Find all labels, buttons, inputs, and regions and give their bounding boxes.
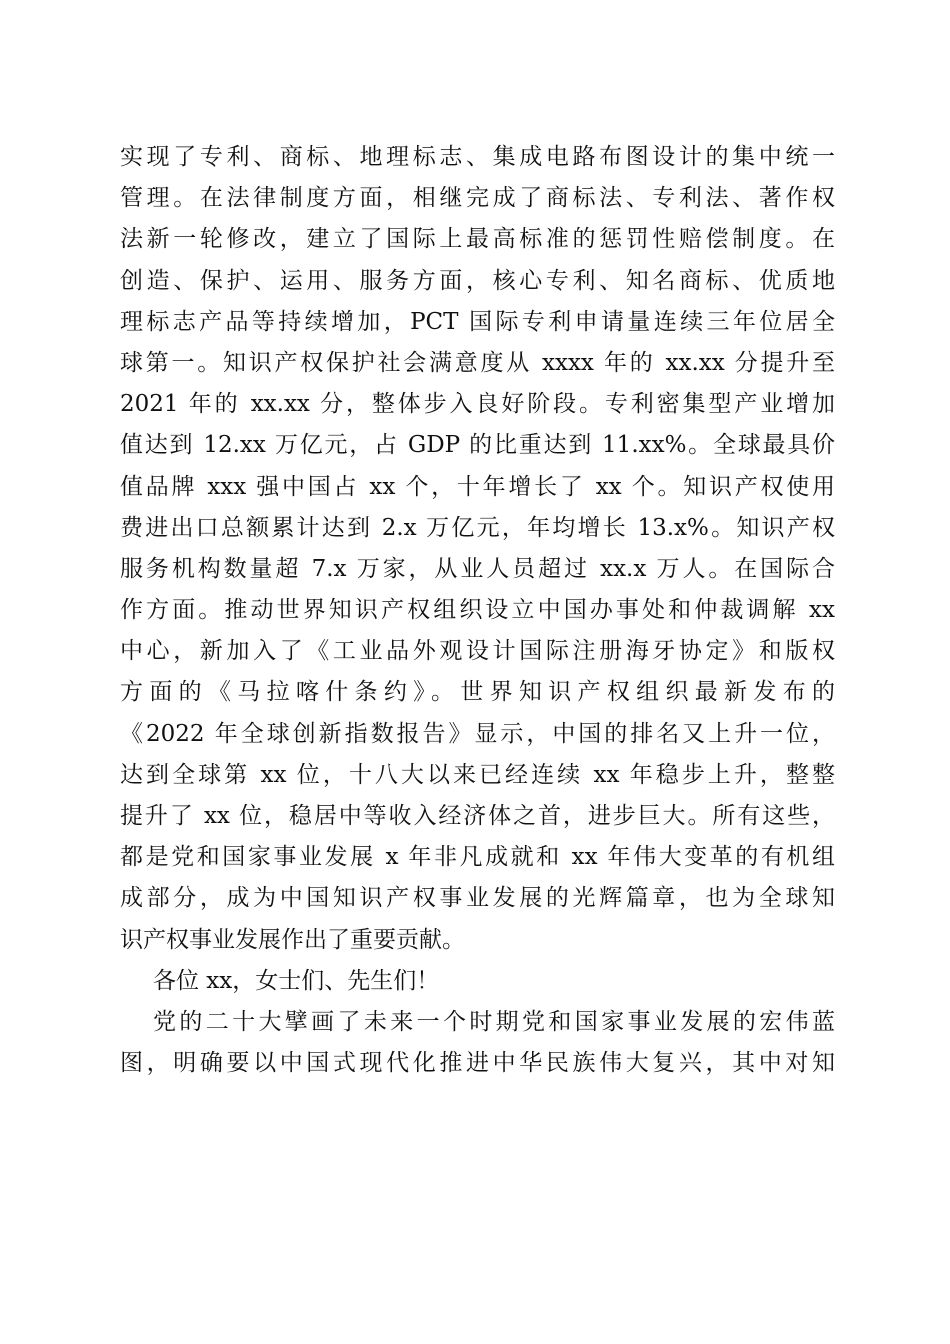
text-line: 中心，新加入了《工业品外观设计国际注册海牙协定》和版权 — [120, 638, 835, 665]
text-line: 法新一轮修改，建立了国际上最高标准的惩罚性赔偿制度。在 — [120, 226, 835, 253]
text-line: 《2022 年全球创新指数报告》显示，中国的排名又上升一位， — [120, 720, 835, 747]
salutation — [120, 961, 835, 1002]
text-line: 作方面。推动世界知识产权组织设立中国办事处和仲裁调解 xx — [120, 597, 835, 624]
text-line: 实现了专利、商标、地理标志、集成电路布图设计的集中统一 — [120, 144, 835, 170]
text-line: 创造、保护、运用、服务方面，核心专利、知名商标、优质地 — [120, 267, 835, 294]
text-line: 值品牌 xxx 强中国占 xx 个，十年增长了 xx 个。知识产权使用 — [120, 473, 835, 500]
text-line: 2021 年的 xx.xx 分，整体步入良好阶段。专利密集型产业增加 — [120, 391, 835, 418]
paragraph-congress — [120, 1002, 835, 1084]
body-text — [120, 137, 835, 1084]
text-line: 值达到 12.xx 万亿元，占 GDP 的比重达到 11.xx%。全球最具价 — [120, 432, 835, 459]
text-line: 管理。在法律制度方面，相继完成了商标法、专利法、著作权 — [120, 185, 835, 212]
salutation-text: 各位 xx，女士们、先生们！ — [153, 967, 440, 994]
text-line: 党的二十大擘画了未来一个时期党和国家事业发展的宏伟蓝 — [153, 1008, 835, 1035]
text-line: 提升了 xx 位，稳居中等收入经济体之首，进步巨大。所有这些， — [120, 803, 835, 829]
text-line: 方面的《马拉喀什条约》。世界知识产权组织最新发布的 — [120, 679, 835, 706]
paragraph-achievements — [120, 137, 835, 961]
text-line: 达到全球第 xx 位，十八大以来已经连续 xx 年稳步上升，整整 — [120, 761, 835, 788]
text-line: 识产权事业发展作出了重要贡献。 — [120, 926, 465, 953]
text-line: 费进出口总额累计达到 2.x 万亿元，年均增长 13.x%。知识产权 — [120, 514, 835, 541]
text-line: 服务机构数量超 7.x 万家，从业人员超过 xx.x 万人。在国际合 — [120, 555, 835, 582]
text-line: 都是党和国家事业发展 x 年非凡成就和 xx 年伟大变革的有机组 — [120, 844, 835, 871]
text-line: 理标志产品等持续增加，PCT 国际专利申请量连续三年位居全 — [120, 308, 835, 335]
text-line: 球第一。知识产权保护社会满意度从 xxxx 年的 xx.xx 分提升至 — [120, 349, 835, 376]
text-line: 成部分，成为中国知识产权事业发展的光辉篇章，也为全球知 — [120, 885, 835, 912]
text-line: 图，明确要以中国式现代化推进中华民族伟大复兴，其中对知 — [120, 1050, 835, 1077]
